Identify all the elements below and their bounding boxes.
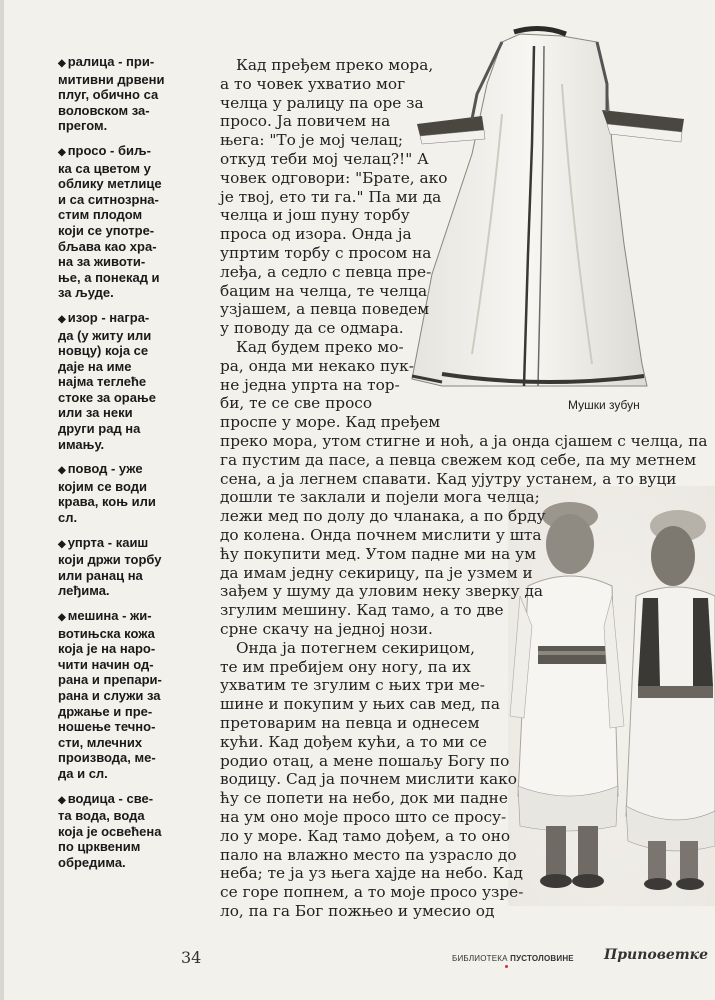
text-line: сена, а ја легнем спавати. Кад ујутру устанем, а то вуци — [220, 469, 677, 488]
text-line: на ум оно моје просо што се просу- — [220, 808, 507, 826]
glossary-line: ◆ ралица - при- — [58, 54, 155, 69]
glossary-line: други рад на — [58, 421, 141, 437]
glossary-line: којим се води — [58, 478, 148, 494]
text-line: лежи мед по долу до чланака, а по брду — [220, 507, 546, 526]
glossary-line: та вода, вода — [58, 808, 145, 824]
glossary-line: рана и служи за — [58, 687, 161, 703]
glossary-item-proso — [58, 143, 198, 301]
text-line: дошли те заклали и појели мога челца; — [220, 488, 540, 507]
glossary-line: вотињска кожа — [58, 625, 155, 641]
text-line: да имам једну секирицу, па је узмем и — [220, 563, 533, 582]
glossary-item-izor — [58, 310, 198, 452]
glossary-line: ње, а понекад и — [58, 269, 160, 285]
glossary-item-uprta — [58, 535, 198, 599]
text-line: се горе попнем, а то моје просо узре- — [220, 883, 524, 902]
footer-dot — [505, 965, 508, 968]
glossary-line: који се употре- — [58, 222, 155, 238]
glossary-line: која је освећена — [58, 823, 162, 839]
glossary-line: по црквеним — [58, 839, 141, 855]
text-line: Кад будем преко мо- — [236, 338, 404, 356]
text-line: би, те се све просо — [220, 394, 373, 413]
text-line: бацим на челца, те челца — [220, 281, 428, 300]
glossary-line: плуг, обично са — [58, 87, 159, 103]
diamond-bullet-icon: ◆ — [58, 794, 66, 806]
diamond-bullet-icon: ◆ — [58, 313, 66, 325]
text-line: зађем у шуму да уловим неку зверку да — [220, 582, 543, 601]
glossary-item-povod — [58, 461, 198, 525]
glossary-line: обредима. — [58, 854, 126, 870]
glossary-line: ношење течно- — [58, 719, 156, 735]
glossary-line: да и сл. — [58, 765, 108, 781]
zubun-photo — [402, 24, 692, 404]
glossary-line: ◆ просо - биљ- — [58, 142, 151, 158]
glossary-line: имању. — [58, 436, 105, 452]
glossary-line: ◆ мешина - жи- — [58, 608, 152, 623]
children-photo — [508, 486, 715, 906]
glossary-line: сл. — [58, 510, 78, 526]
text-line: пало на влажно место па узрасло до — [220, 845, 517, 864]
text-line: не једна упрта на тор- — [220, 375, 400, 394]
diamond-bullet-icon: ◆ — [58, 612, 66, 623]
text-line: откуд теби мој челац?!" А — [220, 150, 429, 168]
text-line: челца у ралицу па оре за — [220, 93, 424, 112]
glossary-line: стим плодом — [58, 207, 143, 223]
glossary-line: митивни дрвени — [58, 71, 165, 87]
text-line: човек одговори: "Брате, ако — [220, 168, 448, 187]
page-number: 34 — [181, 948, 202, 967]
glossary-line: сти, млечних — [58, 734, 143, 750]
page-edge — [0, 0, 4, 1000]
glossary-line: најма теглеће — [58, 374, 147, 390]
diamond-bullet-icon: ◆ — [58, 58, 66, 69]
glossary-item-ralica — [58, 54, 198, 134]
text-line: ухватим те згулим с њих три ме- — [220, 676, 485, 695]
glossary-line: за људе. — [58, 285, 114, 301]
glossary-line: која је на наро- — [58, 641, 156, 657]
glossary-line: ◆ изор - награ- — [58, 309, 150, 325]
text-line: а то човек ухватио мог — [220, 74, 406, 93]
text-line: у поводу да се одмара. — [220, 319, 404, 338]
glossary-line: стоке за орање — [58, 389, 156, 405]
glossary-line: и са ситнозрна- — [58, 191, 159, 207]
glossary-line: да (у житу или — [58, 327, 152, 343]
text-line: до колена. Онда почнем мислити у шта — [220, 526, 542, 544]
text-line: га пустим да пасе, а певца свежем код себе, па му метнем — [220, 450, 697, 469]
text-line: ло у море. Кад тамо дођем, а то оно — [220, 826, 511, 845]
text-line: ра, онда ми некако пук- — [220, 356, 414, 375]
text-line: згулим мешину. Кад тамо, а то две — [220, 601, 504, 620]
glossary-line: ◆ повод - уже — [58, 461, 143, 477]
glossary-line: производа, ме- — [58, 750, 156, 766]
text-line: водицу. Сад ја почнем мислити како — [220, 770, 517, 789]
text-line: родио отац, а мене пошаљу Богу по — [220, 751, 510, 770]
text-line: преко мора, утом стигне и ноћ, а ја онда сјашем с челца, па — [220, 432, 708, 450]
text-line: њега: "То је мој челац; — [220, 131, 404, 150]
glossary-line: или ранац на — [58, 567, 143, 583]
text-line: срне скачу на једној нози. — [220, 620, 433, 638]
text-line: упртим торбу с просом на — [220, 244, 432, 262]
text-line: шине и покупим у њих сав мед, па — [220, 695, 500, 714]
glossary-sidebar — [58, 54, 198, 880]
glossary-line: ◆ водица - све- — [58, 790, 154, 806]
text-line: ло, па га Бог пожњео и умесио од — [220, 902, 495, 920]
footer-library-series: ПУСТОЛОВИНЕ — [510, 954, 574, 963]
text-line: просо. Ја повичем на — [220, 112, 391, 131]
text-line: је твој, ето ти га." Па ми да — [220, 187, 442, 206]
glossary-line: држање и пре- — [58, 703, 153, 719]
glossary-line: рана и препари- — [58, 672, 162, 688]
text-line: проса од изора. Онда ја — [220, 225, 412, 244]
text-line: кући. Кад дођем кући, а то ми се — [220, 732, 487, 751]
text-line: Кад пређем преко мора, — [236, 56, 434, 74]
glossary-item-meshina — [58, 608, 198, 782]
footer-book-title: Приповетке — [604, 947, 709, 963]
diamond-bullet-icon: ◆ — [58, 465, 66, 477]
glossary-line: новцу) која се — [58, 343, 149, 359]
glossary-item-vodica — [58, 791, 198, 871]
photo-caption: Мушки зубун — [568, 398, 640, 412]
text-line: ћу покупити мед. Утом падне ми на ум — [220, 544, 537, 563]
text-line: челца и још пуну торбу — [220, 206, 410, 225]
diamond-bullet-icon: ◆ — [58, 538, 66, 550]
footer-library-prefix: БИБЛИОТЕКА — [452, 954, 508, 963]
text-line: Онда ја потегнем секирицом, — [236, 638, 475, 657]
glossary-line: ◆ упрта - каиш — [58, 534, 149, 550]
glossary-line: ка са цветом у — [58, 160, 151, 176]
glossary-line: на за животи- — [58, 254, 146, 270]
text-line: леђа, а седло с певца пре- — [220, 262, 432, 281]
glossary-line: чити начин од- — [58, 656, 154, 672]
glossary-line: прегом. — [58, 118, 108, 134]
text-line: проспе у море. Кад пређем — [220, 413, 441, 432]
glossary-line: који држи торбу — [58, 552, 162, 568]
glossary-line: леђима. — [58, 583, 110, 599]
footer-library — [452, 954, 574, 963]
glossary-line: даје на име — [58, 358, 132, 374]
text-line: те им пребијем ону ногу, па их — [220, 657, 471, 676]
glossary-line: или за неки — [58, 405, 133, 421]
diamond-bullet-icon: ◆ — [58, 146, 66, 158]
glossary-line: облику метлице — [58, 176, 162, 192]
glossary-line: воловском за- — [58, 102, 150, 118]
text-line: ћу се попети на небо, док ми падне — [220, 789, 508, 808]
text-line: узјашем, а певца поведем — [220, 300, 430, 319]
glossary-line: бљава као хра- — [58, 238, 157, 254]
text-line: неба; те ја уз њега хајде на небо. Кад — [220, 864, 523, 883]
text-line: претоварим на певца и однесем — [220, 714, 480, 732]
glossary-line: крава, коњ или — [58, 494, 156, 510]
